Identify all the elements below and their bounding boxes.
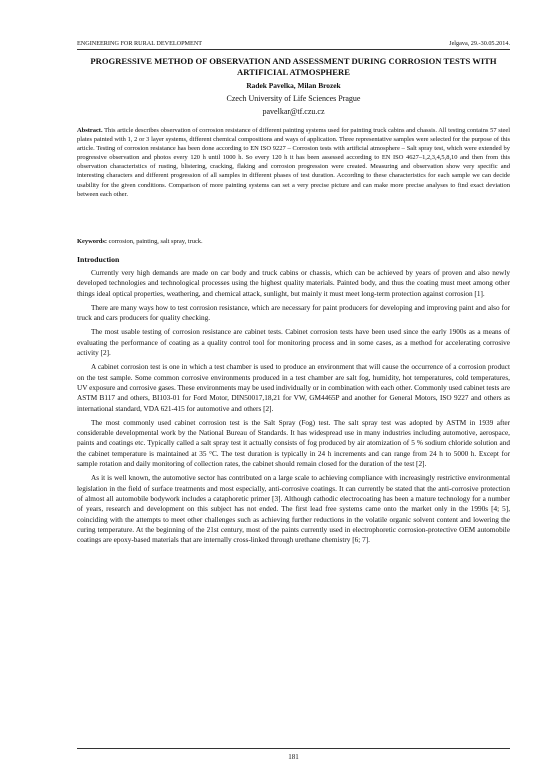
abstract-text: This article describes observation of corrosion resistance of different painting systems used for painting truck cabins and chassis. All testing contains 57 steel plates painted with 1, 2 or 3 layer systems, different chemical compositions and ways of application. Three representative samples were selected for the purpose of this article. Testing of corrosion resistance has been done according to EN ISO 9227 – Corrosion tests with artificial atmosphere – Salt spray test, which were extended by progressive observation and photos every 120 h until 1000 h. So every 120 h it has been assessed according to EN ISO 4627–1,2,3,4,5,8,10 and then from this observation characteristics of rusting, blistering, cracking, flaking and corrosion progression were created. Measuring and observation show very specific and interesting characters and different progression of all samples in different phases of test duration. According to these characteristics for each sample we can decide usability for the given conditions. Comparison of more painting systems can set a very precise picture and can make more precise analyses to find exact deviation between each other. [77, 127, 510, 198]
keywords [77, 237, 510, 246]
email: pavelkar@tf.czu.cz [262, 107, 325, 116]
paper-title: PROGRESSIVE METHOD OF OBSERVATION AND ASSESSMENT DURING CORROSION TESTS WITH ARTIFICIAL ATMOSPHERE [90, 56, 497, 77]
section-heading-introduction: Introduction [77, 255, 120, 264]
paragraph: The most commonly used cabinet corrosion test is the Salt Spray (Fog) test. The salt spray test was adopted by ASTM in 1939 after considerable developmental work by the National Bureau of Standards. It has widespread use in many industries including automotive, aerospace, paints and coatings etc. Typically called a salt spray test it actually consists of fog produced by air atomization of 5 % sodium chloride solution and the cabinet temperature is maintained at 35 °C. The test duration is typically in 24 h increments and can range from 24 h to 5000 h. Except for sample rotation and daily monitoring of collection rates, the cabinet should remain closed for the duration of the test [2]. [77, 418, 510, 469]
paragraph: As it is well known, the automotive sector has contributed on a large scale to achieving compliance with increasingly restrictive environmental legislation in the field of surface treatments and most especially, anti-corrosive coatings. It can currently be stated that the anti-corrosive protection of almost all automobile bodywork includes a cataphoretic primer [3]. Although cathodic electrocoating has been a mature technology for a number of years, research and development on this subject has not ended. The first lead free systems came onto the market only in the 1990s [4; 5], coinciding with the attempts to meet other challenges such as achieving further reductions in the volatile organic solvent content and lowering the curing temperature. At the beginning of the 21st century, most of the paints currently used in electrophoretic corrosion-protective OEM automobile coatings are epoxy-based materials that are internally cross-linked through urethane chemistry [6; 7]. [77, 474, 510, 545]
header-rule [77, 49, 510, 50]
keywords-label: Keywords: [77, 238, 108, 245]
running-header [77, 40, 510, 47]
paragraph: Currently very high demands are made on car body and truck cabins or chassis, which can be achieved by years of proven and also newly developed technologies and technological processes using the highest quality materials. Painted body, and thus the coating must meet among other things ideal optical properties, weathering, and chemical attack, sunlight, but mainly it must meet long-term protection against corrosion [1]. [77, 269, 510, 298]
page-number: 181 [288, 753, 299, 761]
header-right: Jelgava, 29.-30.05.2014. [449, 40, 510, 47]
affiliation: Czech University of Life Sciences Prague [226, 94, 361, 103]
keywords-text: corrosion, painting, salt spray, truck. [107, 238, 203, 245]
footer-rule [77, 748, 510, 749]
authors: Radek Pavelka, Milan Brozek [246, 81, 341, 90]
paragraph: The most usable testing of corrosion resistance are cabinet tests. Cabinet corrosion tests have been used since the early 1900s as a means of evaluating the performance of coating as a quality control tool for monitoring process and in some cases, as a method for accelerating corrosive activity [2]. [77, 328, 510, 358]
abstract-label: Abstract. [77, 127, 103, 134]
abstract [77, 126, 510, 199]
paragraph: There are many ways how to test corrosion resistance, which are necessary for paint producers for developing and improving paint and also for truck and cars producers for quality checking. [77, 303, 510, 323]
introduction-body [77, 268, 510, 549]
paragraph: A cabinet corrosion test is one in which a test chamber is used to produce an environment that will cause the occurrence of a corrosion product on the test sample. Some common corrosive environments produced in a test chamber are salt fog, humidity, hot temperatures, cold temperatures, UV exposure and corrosive gases. These environments may be used individually or in combination with each other. Commonly used cabinet tests are ASTM B117 and others, BI103-01 for Ford Motor, DIN50017,18,21 for VW, GM4465P and another for General Motors, ISO 9227 and others as international standard, VDA 621-415 for automotive and others [2]. [77, 363, 510, 413]
header-left: ENGINEERING FOR RURAL DEVELOPMENT [77, 40, 203, 47]
